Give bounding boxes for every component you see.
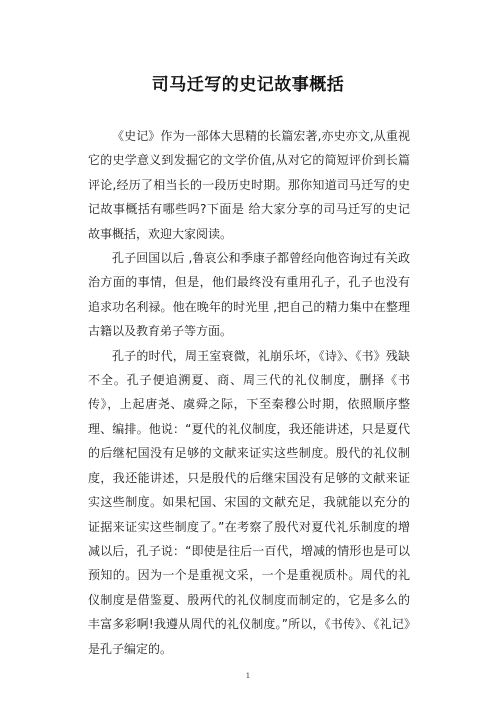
paragraph-confucius-return: 孔子回国以后 ,鲁哀公和季康子都曾经向他咨询过有关政治方面的事情，但是，他们最终没有重用孔子，孔子也没有追求功名利禄。他在晚年的时光里 ,把自己的精力集中在整理古籍以及教育弟子等方面。 — [88, 251, 410, 339]
page-number: 1 — [245, 672, 251, 680]
document-title: 司马迁写的史记故事概括 — [151, 75, 345, 95]
paragraph-intro: 《史记》作为一部体大思精的长篇宏著,亦史亦文,从重视它的史学意义到发掘它的文学价值,从对它的简短评价到长篇评论,经历了相当长的一段历史时期。那你知道司马迁写的史记故事概括有哪些吗?下面是 给大家分享的司马迁写的史记故事概括，欢迎大家阅读。 — [88, 129, 410, 241]
document-body — [88, 124, 410, 661]
paragraph-confucius-rites: 孔子的时代，周王室衰微，礼崩乐坏，《诗》、《书》残缺不全。孔子便追溯夏、商、周三代的礼仪制度，删择《书传》，上起唐尧、虞舜之际，下至秦穆公时期，依照顺序整理、编排。他说：“夏代的礼仪制度，我还能讲述，只是夏代的后继杞国没有足够的文献来证实这些制度。殷代的礼仪制度，我还能讲述，只是殷代的后继宋国没有足够的文献来证实这些制度。如果杞国、宋国的文献充足，我就能以充分的证据来证实这些制度了。”在考察了殷代对夏代礼乐制度的增减以后，孔子说：“即使是往后一百代，增减的情形也是可以预知的。因为一个是重视文采，一个是重视质朴。周代的礼仪制度是借鉴夏、殷两代的礼仪制度而制定的，它是多么的丰富多彩啊!我遵从周代的礼仪制度。”所以，《书传》、《礼记》是孔子编定的。 — [88, 348, 410, 656]
